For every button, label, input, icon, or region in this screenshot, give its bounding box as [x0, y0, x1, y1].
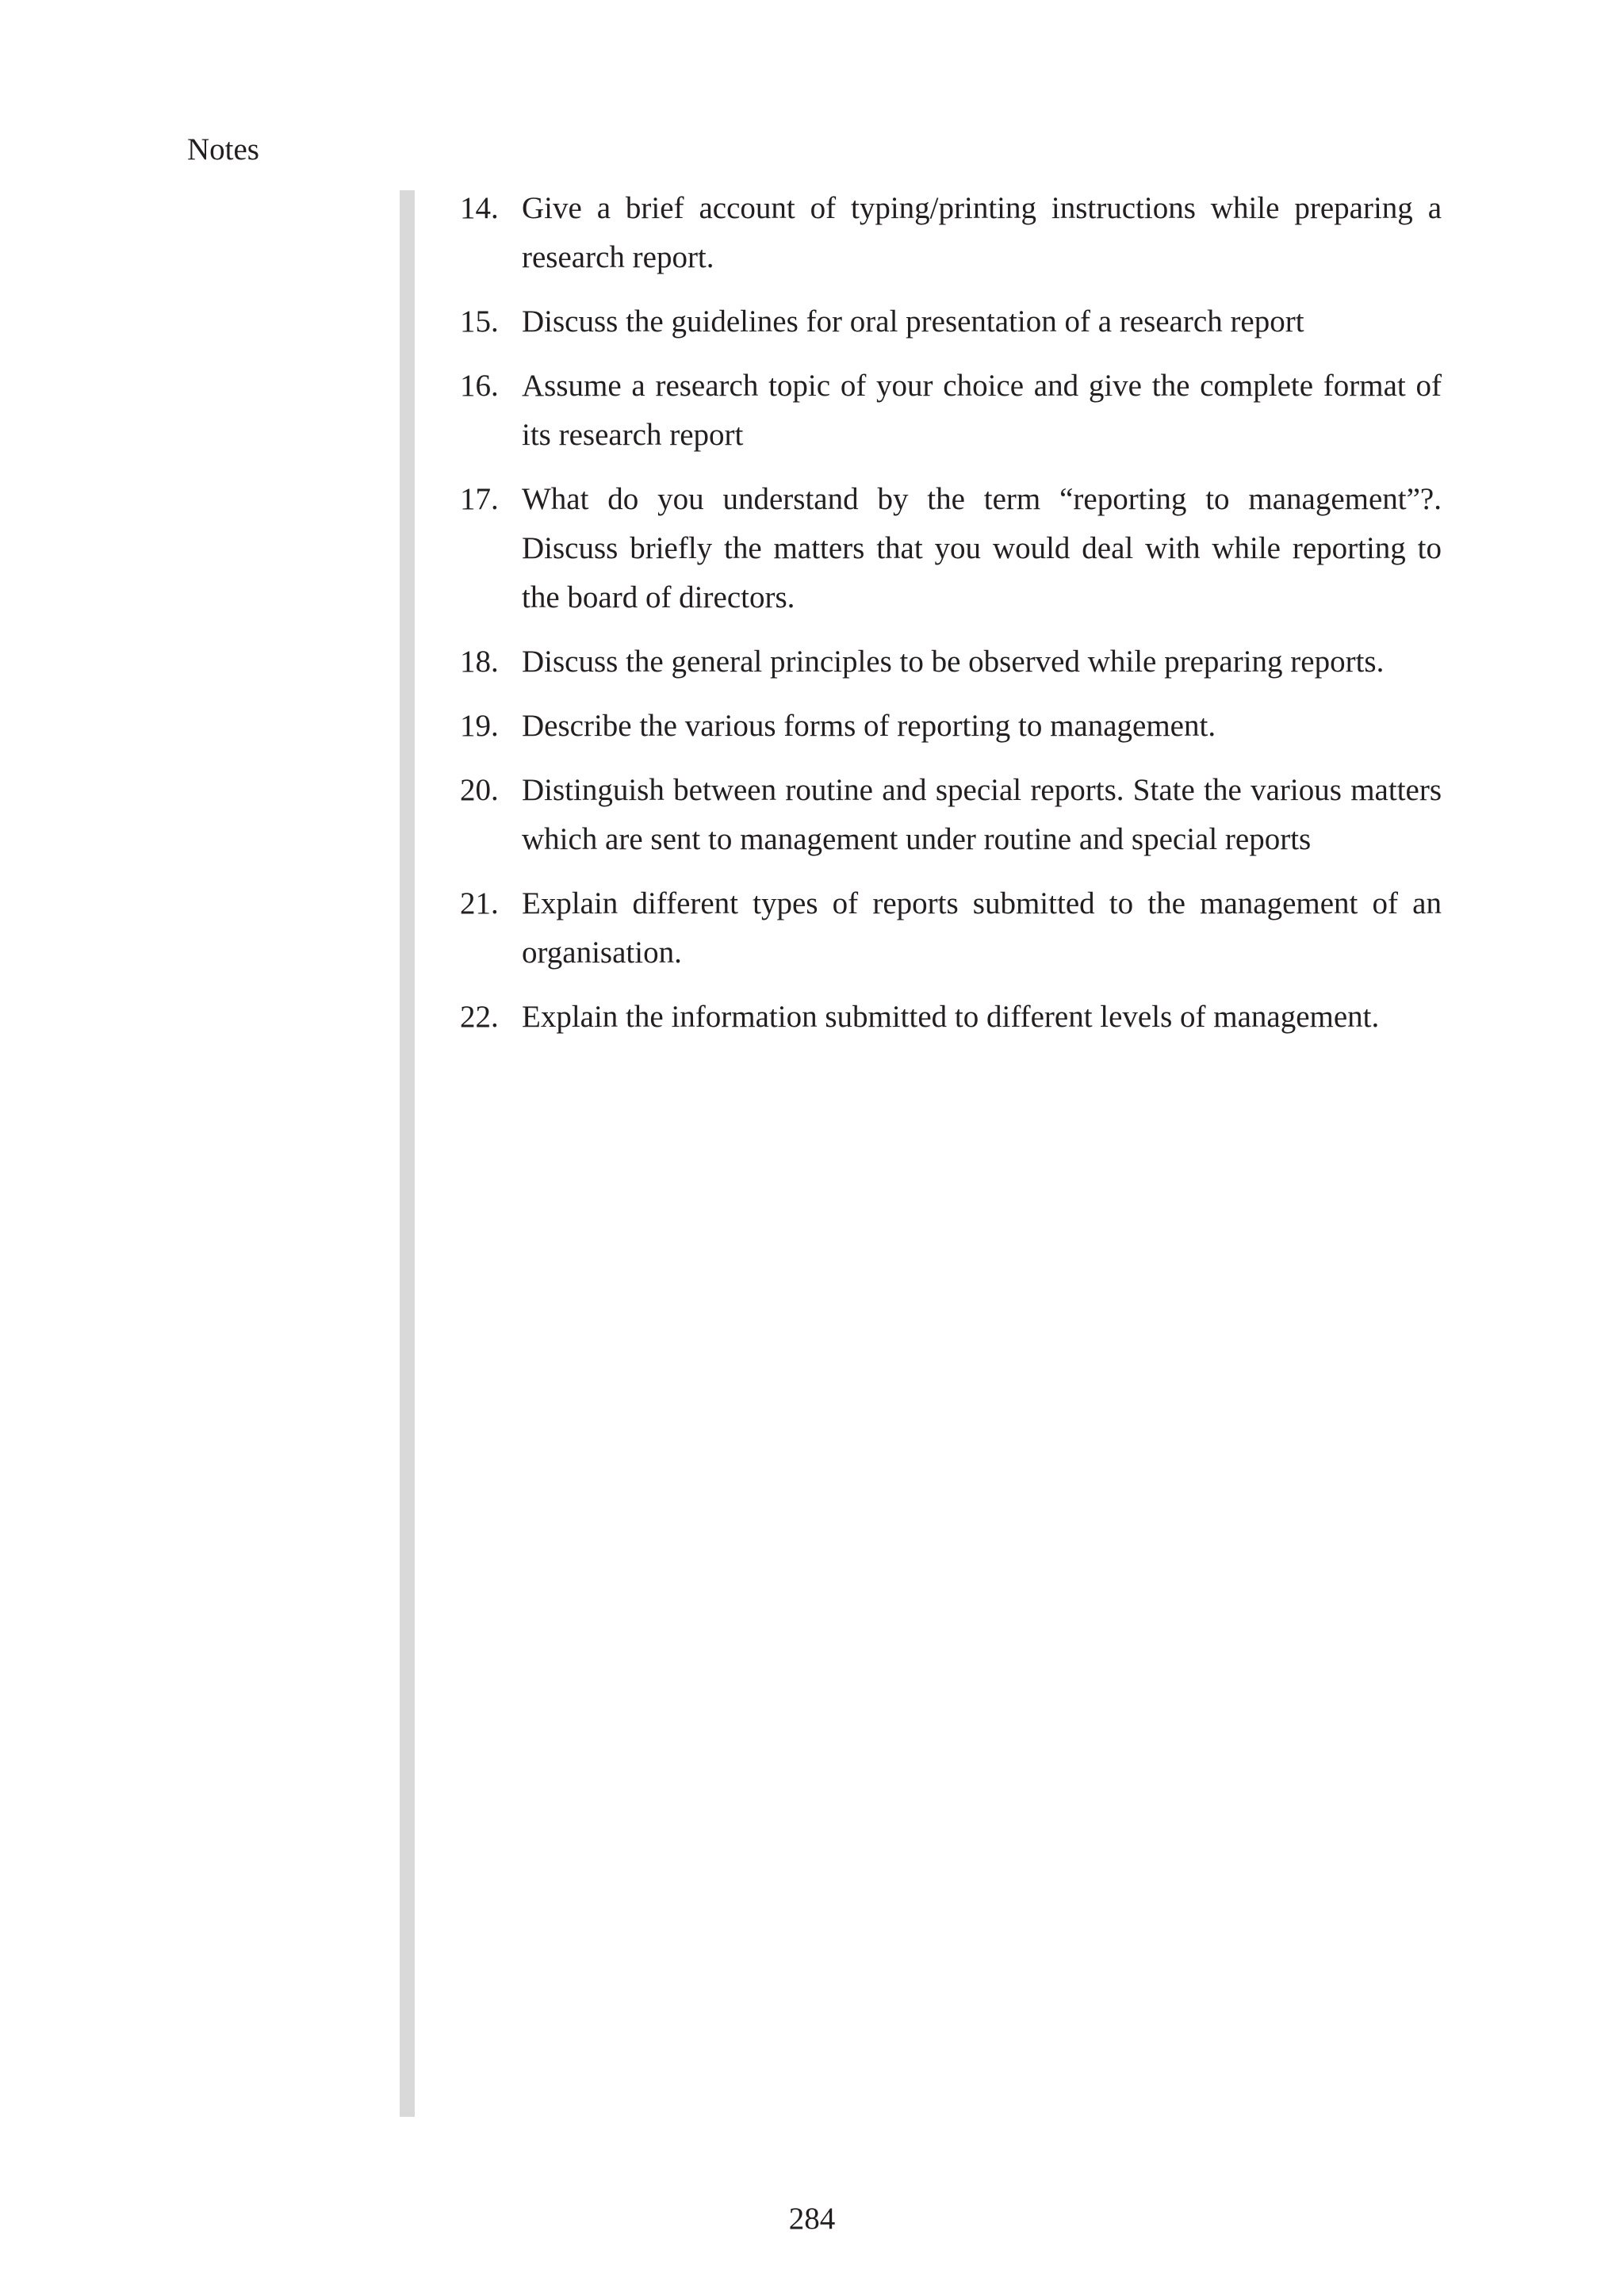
question-number: 18. [460, 645, 499, 679]
question-item [460, 184, 1442, 282]
question-number: 20. [460, 773, 499, 807]
margin-bar [400, 190, 415, 2117]
question-item [460, 993, 1442, 1042]
question-item [460, 362, 1442, 460]
question-text: Distinguish between routine and special reports. State the various matters which are sent to management under routine and special reports [522, 773, 1442, 856]
question-item [460, 475, 1442, 622]
question-text: Discuss the guidelines for oral presentation of a research report [522, 304, 1304, 339]
question-item [460, 637, 1442, 687]
question-list [460, 184, 1442, 1057]
question-text: Explain different types of reports submitted to the management of an organisation. [522, 886, 1442, 970]
question-text: Assume a research topic of your choice and give the complete format of its research report [522, 369, 1442, 452]
question-number: 16. [460, 369, 499, 403]
question-number: 22. [460, 1000, 499, 1034]
question-number: 19. [460, 709, 499, 743]
notes-label: Notes [187, 132, 259, 166]
question-number: 17. [460, 482, 499, 516]
question-number: 21. [460, 886, 499, 920]
question-number: 14. [460, 191, 499, 225]
question-text: Describe the various forms of reporting to management. [522, 709, 1216, 743]
question-text: What do you understand by the term “reporting to management”?. Discuss briefly the matters that you would deal with while reporting to the board of directors. [522, 482, 1442, 614]
question-item [460, 879, 1442, 978]
question-item [460, 702, 1442, 751]
page-number: 284 [788, 2202, 836, 2236]
question-number: 15. [460, 304, 499, 339]
question-text: Give a brief account of typing/printing instructions while preparing a research report. [522, 191, 1442, 274]
question-text: Discuss the general principles to be observed while preparing reports. [522, 645, 1385, 679]
question-item [460, 297, 1442, 346]
question-text: Explain the information submitted to different levels of management. [522, 1000, 1380, 1034]
question-item [460, 766, 1442, 864]
